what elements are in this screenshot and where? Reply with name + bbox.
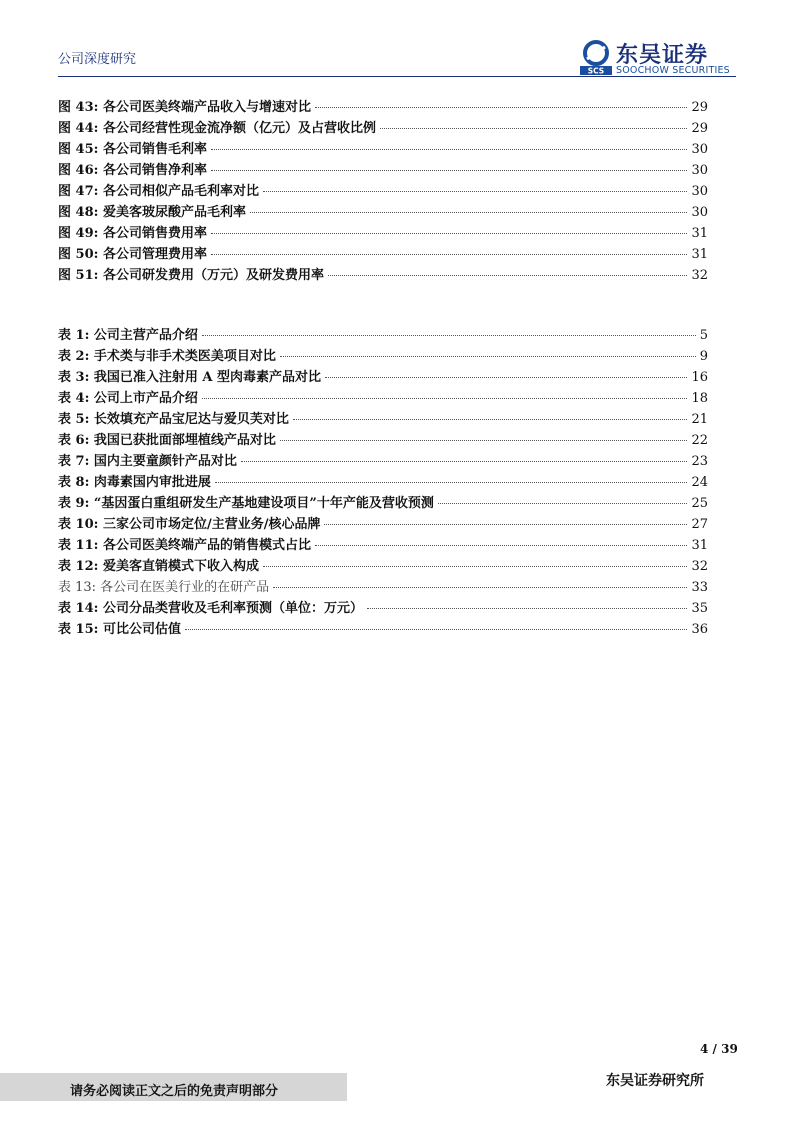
toc-page-number: 36 [691, 622, 708, 637]
toc-label: 图 47: 各公司相似产品毛利率对比 [58, 184, 259, 199]
table-entry-9[interactable] [58, 492, 708, 513]
table-list [58, 324, 708, 639]
toc-leader [211, 254, 688, 255]
table-entry-4[interactable] [58, 387, 708, 408]
logo-chinese-name: 东吴证券 [616, 43, 709, 68]
toc-page-number: 30 [691, 184, 708, 199]
toc-label: 表 5: 长效填充产品宝尼达与爱贝芙对比 [58, 412, 289, 427]
toc-leader [241, 461, 688, 462]
toc-label: 表 11: 各公司医美终端产品的销售模式占比 [58, 538, 311, 553]
toc-leader [202, 335, 696, 336]
toc-leader [263, 191, 688, 192]
toc-label: 图 51: 各公司研发费用（万元）及研发费用率 [58, 268, 324, 283]
toc-page-number: 22 [691, 433, 708, 448]
report-type-title: 公司深度研究 [58, 52, 137, 67]
toc-page-number: 9 [699, 349, 708, 364]
toc-page-number: 27 [691, 517, 708, 532]
toc-label: 表 9: “基因蛋白重组研发生产基地建设项目”十年产能及营收预测 [58, 496, 434, 511]
toc-label: 表 3: 我国已准入注射用 A 型肉毒素产品对比 [58, 370, 322, 385]
soochow-logo-icon [578, 40, 614, 76]
table-entry-11[interactable] [58, 534, 708, 555]
toc-page-number: 5 [699, 328, 708, 343]
toc-leader [280, 440, 688, 441]
toc-label: 表 10: 三家公司市场定位/主营业务/核心品牌 [58, 517, 321, 532]
toc-leader [325, 377, 687, 378]
toc-page-number: 30 [691, 205, 708, 220]
table-entry-3[interactable] [58, 366, 708, 387]
toc-label: 图 43: 各公司医美终端产品收入与增速对比 [58, 100, 311, 115]
toc-leader [367, 608, 688, 609]
toc-label: 表 8: 肉毒素国内审批进展 [58, 475, 211, 490]
logo-english-name: SOOCHOW SECURITIES [616, 65, 730, 76]
toc-leader [324, 524, 687, 525]
figure-entry-47[interactable] [58, 180, 708, 201]
toc-label: 图 48: 爱美客玻尿酸产品毛利率 [58, 205, 246, 220]
toc-label: 表 12: 爱美客直销模式下收入构成 [58, 559, 259, 574]
page-number: 4 / 39 [700, 1042, 738, 1056]
figure-entry-45[interactable] [58, 138, 708, 159]
toc-label: 表 1: 公司主营产品介绍 [58, 328, 198, 343]
toc-label: 表 15: 可比公司估值 [58, 622, 181, 637]
toc-leader [263, 566, 688, 567]
table-entry-6[interactable] [58, 429, 708, 450]
toc-page-number: 31 [691, 247, 708, 262]
toc-page-number: 21 [691, 412, 708, 427]
toc-leader [438, 503, 688, 504]
table-entry-5[interactable] [58, 408, 708, 429]
header-divider [58, 76, 736, 77]
toc-label: 表 14: 公司分品类营收及毛利率预测（单位：万元） [58, 601, 363, 616]
table-entry-10[interactable] [58, 513, 708, 534]
toc-label: 图 50: 各公司管理费用率 [58, 247, 207, 262]
toc-leader [211, 149, 688, 150]
toc-leader [280, 356, 696, 357]
table-entry-7[interactable] [58, 450, 708, 471]
soochow-securities-logo [578, 38, 740, 78]
toc-leader [185, 629, 688, 630]
toc-label: 图 44: 各公司经营性现金流净额（亿元）及占营收比例 [58, 121, 376, 136]
toc-page-number: 30 [691, 163, 708, 178]
toc-page-number: 23 [691, 454, 708, 469]
figure-entry-49[interactable] [58, 222, 708, 243]
toc-leader [211, 170, 688, 171]
toc-page-number: 24 [691, 475, 708, 490]
toc-page-number: 35 [691, 601, 708, 616]
table-entry-14[interactable] [58, 597, 708, 618]
toc-page-number: 31 [691, 226, 708, 241]
toc-leader [315, 545, 688, 546]
table-entry-15[interactable] [58, 618, 708, 639]
toc-page-number: 30 [691, 142, 708, 157]
toc-page-number: 18 [691, 391, 708, 406]
table-entry-12[interactable] [58, 555, 708, 576]
toc-label: 表 7: 国内主要童颜针产品对比 [58, 454, 237, 469]
toc-leader [215, 482, 688, 483]
toc-leader [211, 233, 688, 234]
figure-list [58, 96, 708, 285]
table-entry-1[interactable] [58, 324, 708, 345]
toc-page-number: 16 [691, 370, 708, 385]
table-entry-8[interactable] [58, 471, 708, 492]
toc-page-number: 29 [691, 100, 708, 115]
toc-leader [380, 128, 688, 129]
toc-page-number: 32 [691, 559, 708, 574]
figure-entry-51[interactable] [58, 264, 708, 285]
toc-leader [273, 587, 687, 588]
toc-leader [293, 419, 688, 420]
figure-entry-48[interactable] [58, 201, 708, 222]
toc-label: 表 2: 手术类与非手术类医美项目对比 [58, 349, 276, 364]
toc-page-number: 32 [691, 268, 708, 283]
toc-label: 图 49: 各公司销售费用率 [58, 226, 207, 241]
logo-mark-text: SCS [587, 66, 605, 76]
toc-leader [202, 398, 688, 399]
toc-label: 图 46: 各公司销售净利率 [58, 163, 207, 178]
toc-leader [315, 107, 688, 108]
toc-page-number: 25 [691, 496, 708, 511]
toc-page-number: 29 [691, 121, 708, 136]
toc-page-number: 33 [691, 580, 708, 595]
toc-label: 表 6: 我国已获批面部埋植线产品对比 [58, 433, 276, 448]
toc-label: 表 4: 公司上市产品介绍 [58, 391, 198, 406]
toc-leader [250, 212, 688, 213]
toc-page-number: 31 [691, 538, 708, 553]
figure-entry-46[interactable] [58, 159, 708, 180]
toc-leader [328, 275, 688, 276]
figure-entry-43[interactable] [58, 96, 708, 117]
figure-entry-44[interactable] [58, 117, 708, 138]
footer-disclaimer: 请务必阅读正文之后的免责声明部分 [70, 1084, 279, 1099]
table-entry-2[interactable] [58, 345, 708, 366]
figure-entry-50[interactable] [58, 243, 708, 264]
footer-organization: 东吴证券研究所 [606, 1073, 704, 1089]
toc-label: 表 13: 各公司在医美行业的在研产品 [58, 580, 270, 595]
table-entry-13[interactable] [58, 576, 708, 597]
toc-label: 图 45: 各公司销售毛利率 [58, 142, 207, 157]
